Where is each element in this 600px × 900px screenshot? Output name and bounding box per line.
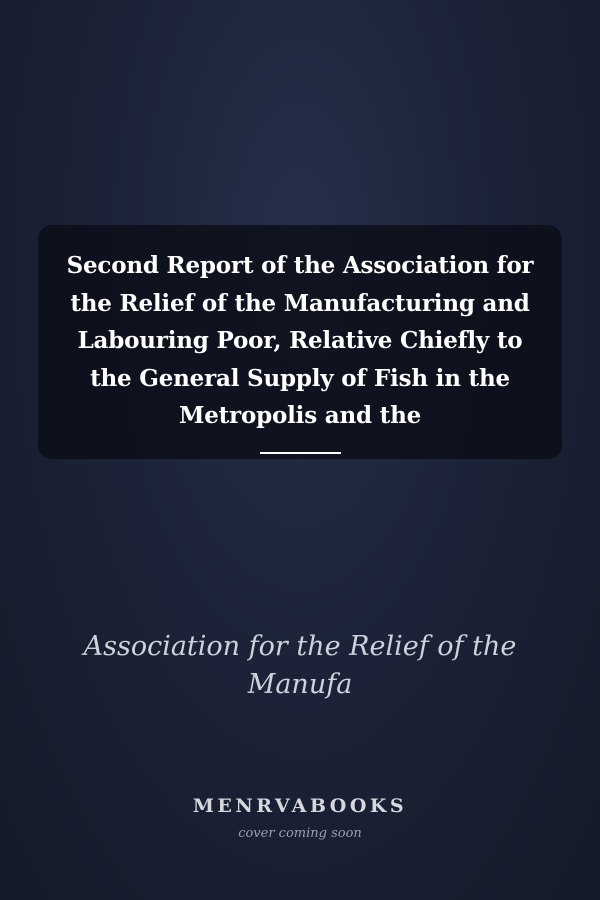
cover-tagline: cover coming soon xyxy=(238,826,362,841)
publisher-name: MENRVABOOKS xyxy=(192,795,408,817)
title-divider xyxy=(260,452,341,454)
title-panel xyxy=(38,225,562,459)
book-title: Second Report of the Association for the Relief of the Manufacturing and Labouring Poor, Relative Chiefly to the General Supply of Fish in the Metropolis and the xyxy=(66,252,534,429)
book-author: Association for the Relief of the Manufa xyxy=(83,631,517,700)
